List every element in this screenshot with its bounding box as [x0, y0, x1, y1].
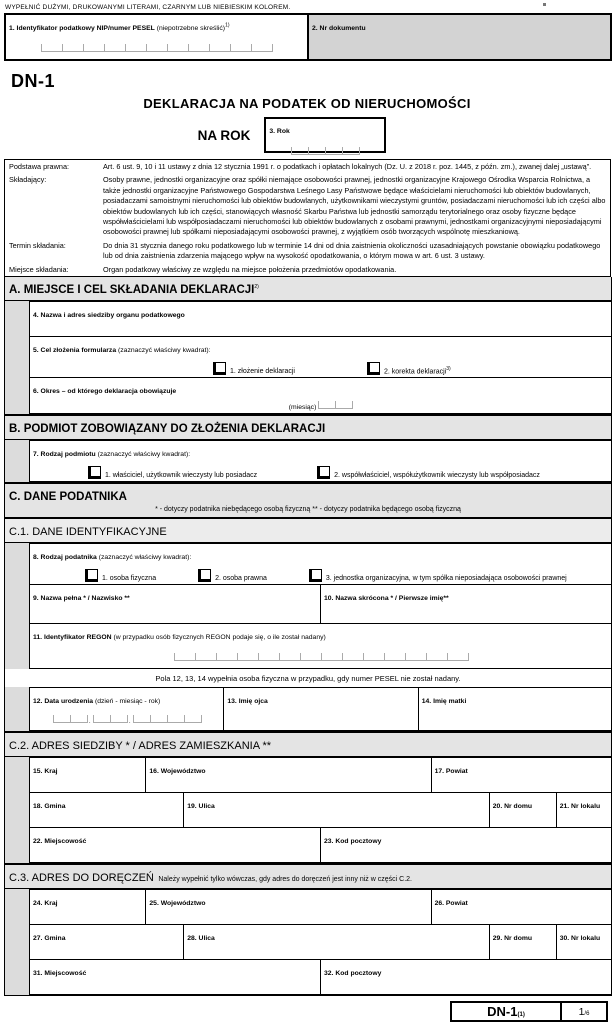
field-31-miejscowosc[interactable]: 31. Miejscowość — [30, 960, 321, 995]
section-c-header — [5, 482, 611, 518]
footer-form-code: DN-1(1) — [450, 1001, 562, 1022]
section-c3-title: C.3. ADRES DO DORĘCZEŃ — [9, 872, 154, 885]
section-a-header — [5, 277, 611, 301]
footer-page-number: 1/6 — [562, 1001, 608, 1022]
info-label: Miejsce składania: — [9, 264, 69, 274]
field-4-organ-podatkowy[interactable] — [30, 302, 612, 337]
field-5-label: 5. Cel złożenia formularza (zaznaczyć właściwy kwadrat): — [33, 347, 211, 355]
field-21-nr-lokalu[interactable]: 21. Nr lokalu — [556, 793, 611, 828]
field-9-nazwa-pelna[interactable] — [30, 585, 321, 624]
section-b-title: B. PODMIOT ZOBOWIĄZANY DO ZŁOŻENIA DEKLARACJI — [9, 423, 326, 436]
field-26-powiat[interactable]: 26. Powiat — [431, 890, 611, 925]
section-c-title: C. DANE PODATNIKA — [9, 491, 127, 504]
field-9-label: 9. Nazwa pełna * / Nazwisko ** — [33, 595, 130, 603]
checkbox-jednostka-organizacyjna[interactable]: 3. jednostka organizacyjna, w tym spółka nieposiadająca osobowości prawnej — [309, 569, 567, 582]
info-row — [5, 160, 611, 174]
checkbox-icon[interactable] — [213, 362, 226, 375]
field-2-nr-dokumentu[interactable] — [308, 14, 611, 60]
section-c1-header — [5, 518, 611, 543]
field-10-label: 10. Nazwa skrócona * / Pierwsze imię** — [324, 595, 449, 603]
info-text: Art. 6 ust. 9, 10 i 11 ustawy z dnia 12 stycznia 1991 r. o podatkach i opłatach lokalnych (Dz. U. z 2018 r. poz. 1445, z późn. zm.), zwanej dalej „ustawą”. — [103, 162, 592, 171]
form-title: DEKLARACJA NA PODATEK OD NIERUCHOMOŚCI — [143, 96, 471, 111]
info-row — [5, 173, 611, 238]
field-27-gmina[interactable]: 27. Gmina — [30, 925, 184, 960]
section-c2-fields — [5, 757, 611, 863]
info-label: Składający: — [9, 175, 47, 185]
info-text: Organ podatkowy właściwy ze względu na miejsce położenia przedmiotów opodatkowania. — [103, 264, 397, 274]
pesel-note: Pola 12, 13, 14 wypełnia osoba fizyczna w przypadku, gdy numer PESEL nie został nadany. — [5, 669, 611, 687]
birthdate-cells[interactable]: . . — [33, 710, 220, 728]
section-c3-note: Należy wypełnić tylko wówczas, gdy adres do doręczeń jest inny niż w części C.2. — [158, 876, 412, 884]
field-1-label: 1. Identyfikator podatkowy NIP/numer PESEL (niepotrzebne skreślić)$^{1)}$ — [9, 22, 230, 32]
field-11-regon[interactable] — [30, 624, 612, 669]
regon-cells[interactable] — [174, 648, 468, 665]
checkbox-osoba-fizyczna[interactable]: 1. osoba fizyczna — [85, 569, 156, 582]
section-c1-fields-2 — [5, 687, 611, 731]
field-20-nr-domu[interactable]: 20. Nr domu — [489, 793, 556, 828]
field-11-label: 11. Identyfikator REGON (w przypadku osób fizycznych REGON podaje się, o ile został nadany) — [33, 634, 326, 642]
month-label: (miesiąc) — [288, 404, 317, 412]
field-8-label: 8. Rodzaj podatnika (zaznaczyć właściwy kwadrat): — [33, 554, 192, 562]
page-footer — [3, 1001, 608, 1022]
field-6-label: 6. Okres – od którego deklaracja obowiązuje — [33, 388, 177, 396]
field-14-imie-matki[interactable] — [418, 688, 611, 731]
field-10-nazwa-skrocona[interactable] — [321, 585, 612, 624]
checkbox-icon[interactable] — [317, 466, 330, 479]
field-32-kod-pocztowy[interactable]: 32. Kod pocztowy — [321, 960, 612, 995]
form-body — [4, 277, 612, 996]
year-cells[interactable] — [291, 142, 359, 159]
info-row — [5, 263, 611, 277]
section-c1-fields — [5, 543, 611, 669]
field-25-wojewodztwo[interactable]: 25. Województwo — [146, 890, 431, 925]
field-16-wojewodztwo[interactable]: 16. Województwo — [146, 758, 431, 793]
info-row — [5, 239, 611, 263]
field-13-label: 13. Imię ojca — [227, 698, 268, 706]
field-18-gmina[interactable]: 18. Gmina — [30, 793, 184, 828]
field-23-kod-pocztowy[interactable]: 23. Kod pocztowy — [321, 828, 612, 863]
checkbox-icon[interactable] — [309, 569, 322, 582]
field-3-rok[interactable] — [264, 117, 386, 153]
field-5-cel-zlozenia[interactable] — [30, 337, 612, 378]
checkbox-icon[interactable] — [198, 569, 211, 582]
fill-instruction: WYPEŁNIĆ DUŻYMI, DRUKOWANYMI LITERAMI, CZARNYM LUB NIEBIESKIM KOLOREM. — [5, 4, 291, 11]
field-13-imie-ojca[interactable] — [224, 688, 418, 731]
section-c3-fields — [5, 889, 611, 995]
checkbox-icon[interactable] — [367, 362, 380, 375]
checkbox-wlasciciel[interactable]: 1. właściciel, użytkownik wieczysty lub posiadacz — [88, 466, 257, 479]
section-a-fields — [5, 301, 611, 414]
field-12-data-urodzenia[interactable] — [30, 688, 224, 731]
nip-pesel-cells[interactable] — [41, 39, 272, 56]
na-rok-row — [0, 117, 611, 153]
field-12-label: 12. Data urodzenia (dzień - miesiąc - rok) — [33, 698, 161, 706]
month-cells[interactable] — [318, 404, 352, 411]
field-17-powiat[interactable]: 17. Powiat — [431, 758, 611, 793]
checkbox-zlozenie-deklaracji[interactable]: 1. złożenie deklaracji — [213, 362, 295, 375]
form-code: DN-1 — [11, 71, 56, 91]
field-7-label: 7. Rodzaj podmiotu (zaznaczyć właściwy kwadrat): — [33, 451, 191, 459]
info-label: Podstawa prawna: — [9, 162, 70, 171]
info-label: Termin składania: — [9, 240, 66, 250]
section-c-subtitle: * - dotyczy podatnika niebędącego osobą fizyczną ** - dotyczy podatnika będącego osobą fizyczną — [155, 506, 461, 514]
na-rok-label: NA ROK — [197, 127, 251, 143]
checkbox-wspolwlasciciel[interactable]: 2. współwłaściciel, współużytkownik wieczysty lub współposiadacz — [317, 466, 540, 479]
checkbox-icon[interactable] — [85, 569, 98, 582]
section-b-fields — [5, 440, 611, 482]
section-a-title: A. MIEJSCE I CEL SKŁADANIA DEKLARACJI$^{2)}$ — [9, 284, 259, 297]
field-6-okres[interactable] — [30, 378, 612, 414]
section-c2-title: C.2. ADRES SIEDZIBY * / ADRES ZAMIESZKANIA ** — [9, 740, 272, 753]
field-3-label: 3. Rok — [269, 128, 290, 135]
field-28-ulica[interactable]: 28. Ulica — [184, 925, 490, 960]
field-22-miejscowosc[interactable]: 22. Miejscowość — [30, 828, 321, 863]
checkbox-korekta-deklaracji[interactable]: 2. korekta deklaracji$^{3)}$ — [367, 362, 451, 375]
field-7-rodzaj-podmiotu[interactable] — [30, 441, 612, 482]
field-24-kraj[interactable]: 24. Kraj — [30, 890, 146, 925]
checkbox-icon[interactable] — [88, 466, 101, 479]
section-b-header — [5, 414, 611, 440]
legal-info-box — [4, 159, 611, 277]
field-30-nr-lokalu[interactable]: 30. Nr lokalu — [556, 925, 611, 960]
header-id-row — [4, 13, 612, 61]
field-15-kraj[interactable]: 15. Kraj — [30, 758, 146, 793]
field-1-nip-pesel[interactable] — [5, 14, 308, 60]
field-2-label: 2. Nr dokumentu — [312, 25, 366, 32]
field-14-label: 14. Imię matki — [421, 698, 467, 706]
checkbox-osoba-prawna[interactable]: 2. osoba prawna — [198, 569, 267, 582]
section-c2-header — [5, 731, 611, 757]
info-text: Do dnia 31 stycznia danego roku podatkowego lub w terminie 14 dni od dnia zaistnienia okoliczności uzasadniających powstanie obowiązku podatkowego lub od dnia zaistnienia zdarzenia mającego wpływ na wysokość opodatkowania, o którym mowa w art. 6 ust. 3 ustawy. — [103, 240, 601, 261]
field-8-rodzaj-podatnika[interactable] — [30, 544, 612, 585]
section-c3-header — [5, 863, 611, 889]
field-19-ulica[interactable]: 19. Ulica — [184, 793, 490, 828]
field-4-label: 4. Nazwa i adres siedziby organu podatkowego — [33, 312, 185, 320]
section-c1-title: C.1. DANE IDENTYFIKACYJNE — [9, 526, 167, 539]
month-entry[interactable] — [33, 401, 608, 411]
info-text: Osoby prawne, jednostki organizacyjne oraz spółki niemające osobowości prawnej, jednostki organizacyjne Krajowego Ośrodka Wsparcia Rolnictwa, a także jednostki organizacyjne Państwowego Gospodarstwa Leśnego Lasy Państwowe będące właścicielami nieruchomości lub obiektów budowlanych, posiadaczami samoistnymi nieruchomości lub obiektów budowlanych, użytkownikami wieczystymi gruntów, posiadaczami nieruchomości lub ich części albo obiektów budowlanych lub ich części, stanowiących własność Skarbu Państwa lub jednostki samorządu terytorialnego oraz osoby fizyczne będące współwłaścicielami lub współposiadaczami nieruchomości lub obiektów budowlanych z osobami prawnymi, jednostkami organizacyjnymi nieposiadającymi osobowości prawnej lub spółkami nieposiadającymi osobowości prawnej, z wyjątkiem osób tworzących wspólnotę mieszkaniową. — [103, 175, 606, 237]
corner-footnote-mark — [543, 3, 546, 6]
field-29-nr-domu[interactable]: 29. Nr domu — [489, 925, 556, 960]
